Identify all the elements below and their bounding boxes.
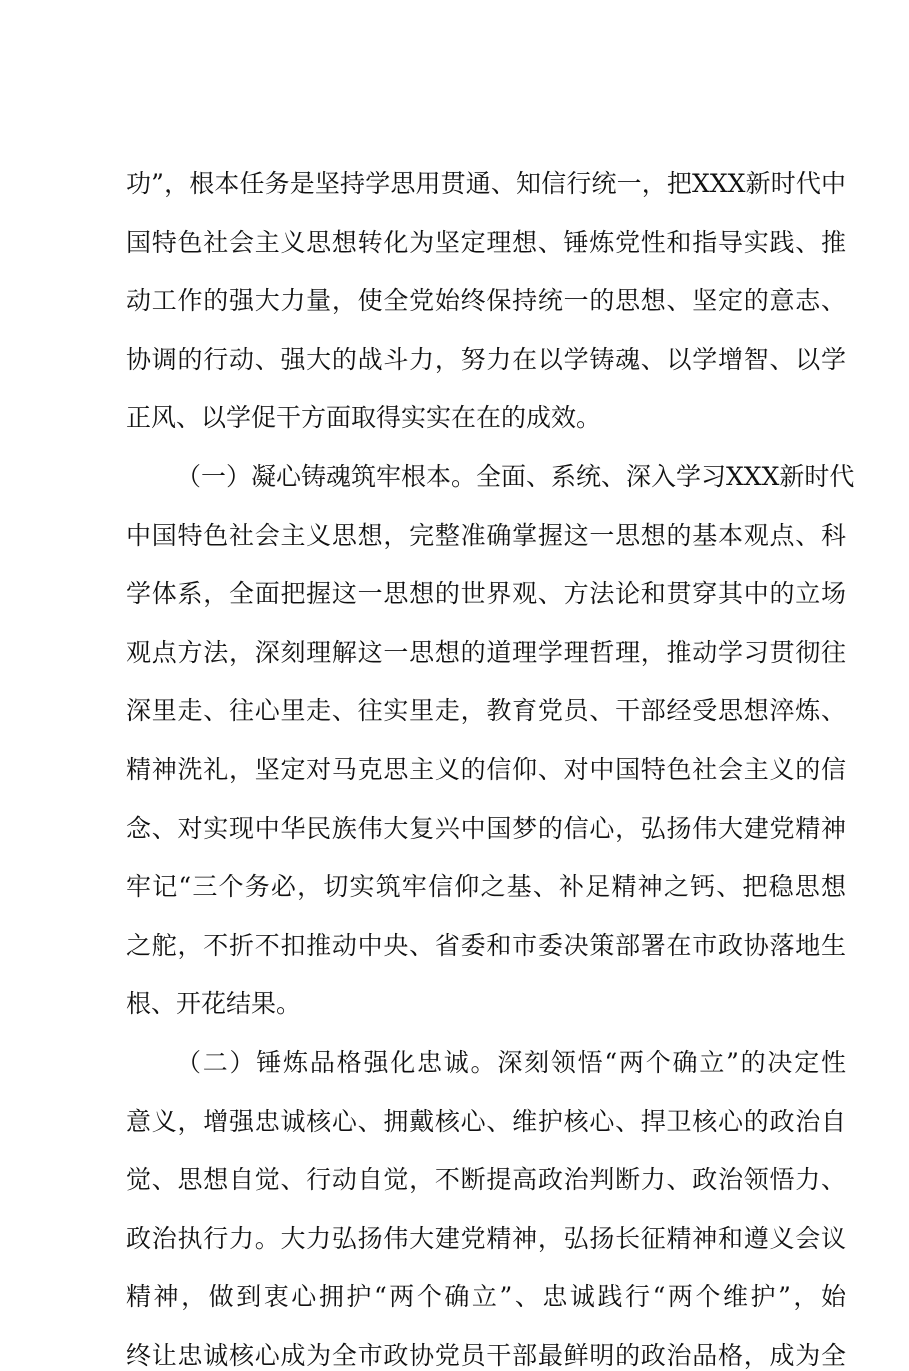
text-line: 念、对实现中华民族伟大复兴中国梦的信心，弘扬伟大建党精神 bbox=[126, 814, 846, 843]
text-line: 学体系，全面把握这一思想的世界观、方法论和贯穿其中的立场 bbox=[126, 579, 846, 608]
text-line: 协调的行动、强大的战斗力，努力在以学铸魂、以学增智、以学 bbox=[126, 345, 846, 374]
text-line: 动工作的强大力量，使全党始终保持统一的思想、坚定的意志、 bbox=[126, 286, 846, 315]
text-line: 深里走、往心里走、往实里走，教育党员、干部经受思想淬炼、 bbox=[126, 696, 846, 725]
text-line: 政治执行力。大力弘扬伟大建党精神，弘扬长征精神和遵义会议 bbox=[126, 1224, 846, 1253]
text-line: 中国特色社会主义思想，完整准确掌握这一思想的基本观点、科 bbox=[126, 521, 846, 550]
text-line: 根、开花结果。 bbox=[126, 989, 302, 1018]
text-line: 功”，根本任务是坚持学思用贯通、知信行统一，把XXX新时代中 bbox=[126, 169, 846, 198]
text-line: 精神，做到衷心拥护“两个确立”、忠诚践行“两个维护”，始 bbox=[126, 1282, 846, 1311]
text-line: 国特色社会主义思想转化为坚定理想、锤炼党性和指导实践、推 bbox=[126, 228, 846, 257]
text-line: 牢记“三个务必，切实筑牢信仰之基、补足精神之钙、把稳思想 bbox=[126, 872, 846, 901]
text-line: 之舵，不折不扣推动中央、省委和市委决策部署在市政协落地生 bbox=[126, 931, 846, 960]
section-heading-line: （二）锤炼品格强化忠诚。深刻领悟“两个确立”的决定性 bbox=[176, 1048, 846, 1077]
text-line: 正风、以学促干方面取得实实在在的成效。 bbox=[126, 403, 602, 432]
text-line: 观点方法，深刻理解这一思想的道理学理哲理，推动学习贯彻往 bbox=[126, 638, 846, 667]
text-line: 终让忠诚核心成为全市政协党员干部最鲜明的政治品格，成为全 bbox=[126, 1341, 846, 1370]
text-line: 精神洗礼，坚定对马克思主义的信仰、对中国特色社会主义的信 bbox=[126, 755, 846, 784]
text-line: 意义，增强忠诚核心、拥戴核心、维护核心、捍卫核心的政治自 bbox=[126, 1107, 846, 1136]
text-line: 觉、思想自觉、行动自觉，不断提高政治判断力、政治领悟力、 bbox=[126, 1165, 846, 1194]
section-heading-line: （一）凝心铸魂筑牢根本。全面、系统、深入学习XXX新时代 bbox=[176, 462, 855, 491]
